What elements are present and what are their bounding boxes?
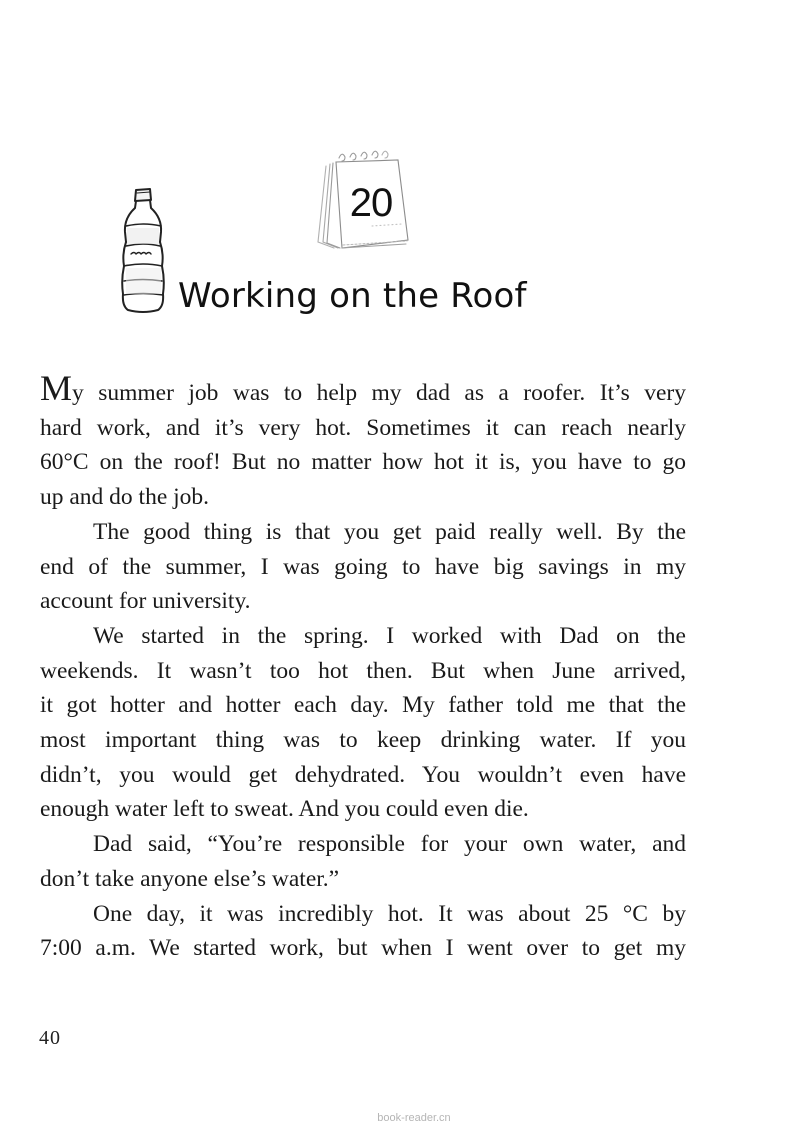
water-bottle-icon — [116, 184, 172, 316]
text-line: We started in the spring. I worked with Dad on the — [93, 622, 686, 649]
text-line: weekends. It wasn’t too hot then. But when June arrived, — [40, 657, 686, 684]
paragraph-1 — [40, 368, 686, 515]
text-line: end of the summer, I was going to have big savings in my — [40, 553, 686, 580]
text-line: The good thing is that you get paid really well. By the — [93, 518, 686, 545]
page-number: 40 — [39, 1027, 61, 1049]
chapter-body — [40, 368, 686, 966]
text-line: 7:00 a.m. We started work, but when I went over to get my — [40, 935, 686, 962]
text-line: don’t take anyone else’s water.” — [40, 865, 340, 892]
paragraph-4 — [40, 827, 686, 896]
chapter-title: Working on the Roof — [178, 276, 527, 316]
watermark: book-reader.cn — [377, 1112, 451, 1124]
chapter-number: 20 — [349, 181, 393, 225]
text-line: y summer job was to help my dad as a roofer. It’s very — [72, 380, 686, 406]
text-line: account for university. — [40, 588, 251, 615]
paragraph-5 — [40, 897, 686, 966]
text-line: One day, it was incredibly hot. It was about 25 °C by — [93, 900, 686, 927]
text-line: 60°C on the roof! But no matter how hot it is, you have to go — [40, 449, 686, 476]
paragraph-2 — [40, 515, 686, 619]
paragraph-3 — [40, 619, 686, 827]
text-line: up and do the job. — [40, 484, 210, 511]
drop-cap: M — [40, 368, 73, 408]
text-line: enough water left to sweat. And you could even die. — [40, 796, 529, 823]
text-line: most important thing was to keep drinking water. If you — [40, 727, 686, 754]
text-line: it got hotter and hotter each day. My father told me that the — [40, 692, 686, 719]
text-line: hard work, and it’s very hot. Sometimes it can reach nearly — [40, 414, 686, 441]
text-line: Dad said, “You’re responsible for your own water, and — [93, 831, 686, 858]
text-line: didn’t, you would get dehydrated. You wouldn’t even have — [40, 761, 686, 788]
